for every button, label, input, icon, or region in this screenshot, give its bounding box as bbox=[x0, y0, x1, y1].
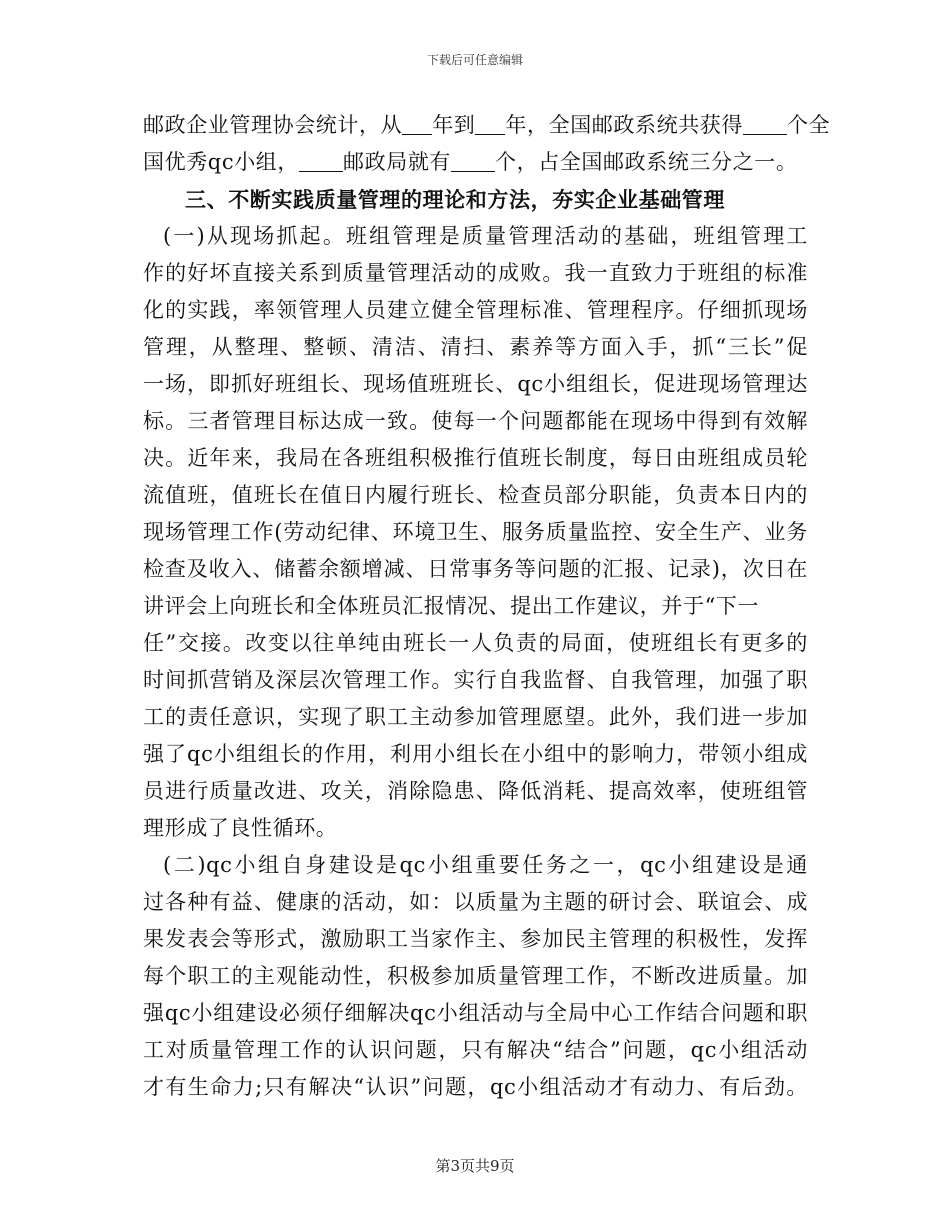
paragraph-line: 理形成了良性循环。 bbox=[143, 816, 338, 840]
paragraph-line: 检查及收入、储蓄余额增减、日常事务等问题的汇报、记录)，次日在 bbox=[143, 557, 808, 581]
paragraph-line: 每个职工的主观能动性，积极参加质量管理工作，不断改进质量。加 bbox=[143, 964, 808, 988]
paragraph-line: 作的好坏直接关系到质量管理活动的成败。我一直致力于班组的标准 bbox=[143, 261, 808, 285]
paragraph-line bbox=[143, 107, 831, 144]
paragraph-line: 任”交接。改变以往单纯由班长一人负责的局面，使班组长有更多的 bbox=[143, 631, 808, 655]
fill-blank bbox=[451, 149, 495, 172]
paragraph-line: 讲评会上向班长和全体班员汇报情况、提出工作建议，并于“下一 bbox=[143, 594, 760, 618]
paragraph-line: 才有生命力;只有解决“认识”问题，qc小组活动才有动力、有后劲。 bbox=[143, 1075, 808, 1099]
paragraph-line: 果发表会等形式，激励职工当家作主、参加民主管理的积极性，发挥 bbox=[143, 927, 808, 951]
text-segment: 个全 bbox=[787, 113, 831, 137]
fill-blank bbox=[743, 112, 787, 135]
text-segment: 年，全国邮政系统共获得 bbox=[505, 113, 744, 137]
paragraph-line: 过各种有益、健康的活动，如：以质量为主题的研讨会、联谊会、成 bbox=[143, 890, 808, 914]
document-body bbox=[143, 107, 831, 1106]
paragraph-line: 强qc小组建设必须仔细解决qc小组活动与全局中心工作结合问题和职 bbox=[143, 1001, 808, 1025]
paragraph-line: 工对质量管理工作的认识问题，只有解决“结合”问题，qc小组活动 bbox=[143, 1038, 808, 1062]
paragraph-line: 标。三者管理目标达成一致。使每一个问题都能在现场中得到有效解 bbox=[143, 409, 808, 433]
text-segment: 国优秀qc小组， bbox=[143, 150, 300, 174]
paragraph-line: 化的实践，率领管理人员建立健全管理标准、管理程序。仔细抓现场 bbox=[143, 298, 808, 322]
fill-blank bbox=[475, 112, 505, 135]
text-segment: 个，占全国邮政系统三分之一。 bbox=[495, 150, 798, 174]
page-header-note: 下载后可任意编辑 bbox=[426, 53, 523, 67]
text-segment: 邮政企业管理协会统计，从 bbox=[143, 113, 403, 137]
fill-blank bbox=[402, 112, 432, 135]
text-segment: 年到 bbox=[432, 113, 476, 137]
paragraph-line: 决。近年来，我局在各班组积极推行值班长制度，每日由班组成员轮 bbox=[143, 446, 808, 470]
paragraph-line bbox=[143, 144, 808, 181]
page-number-footer: 第3页共9页 bbox=[435, 1157, 515, 1175]
paragraph-line: 一场，即抓好班组长、现场值班班长、qc小组组长，促进现场管理达 bbox=[143, 372, 808, 396]
fill-blank bbox=[299, 149, 343, 172]
paragraph-line: (一)从现场抓起。班组管理是质量管理活动的基础，班组管理工 bbox=[163, 224, 808, 248]
paragraph-line: (二)qc小组自身建设是qc小组重要任务之一，qc小组建设是通 bbox=[163, 853, 808, 877]
paragraph-line: 强了qc小组组长的作用，利用小组长在小组中的影响力，带领小组成 bbox=[143, 742, 808, 766]
paragraph-line: 现场管理工作(劳动纪律、环境卫生、服务质量监控、安全生产、业务 bbox=[143, 520, 808, 544]
paragraph-line: 工的责任意识，实现了职工主动参加管理愿望。此外，我们进一步加 bbox=[143, 705, 808, 729]
section-heading: 三、不断实践质量管理的理论和方法，夯实企业基础管理 bbox=[185, 187, 725, 212]
paragraph-line: 管理，从整理、整顿、清洁、清扫、素养等方面入手，抓“三长”促 bbox=[143, 335, 808, 359]
paragraph-line: 员进行质量改进、攻关，消除隐患、降低消耗、提高效率，使班组管 bbox=[143, 779, 808, 803]
paragraph-line: 流值班，值班长在值日内履行班长、检查员部分职能，负责本日内的 bbox=[143, 483, 808, 507]
text-segment: 邮政局就有 bbox=[343, 150, 452, 174]
paragraph-line: 时间抓营销及深层次管理工作。实行自我监督、自我管理，加强了职 bbox=[143, 668, 808, 692]
